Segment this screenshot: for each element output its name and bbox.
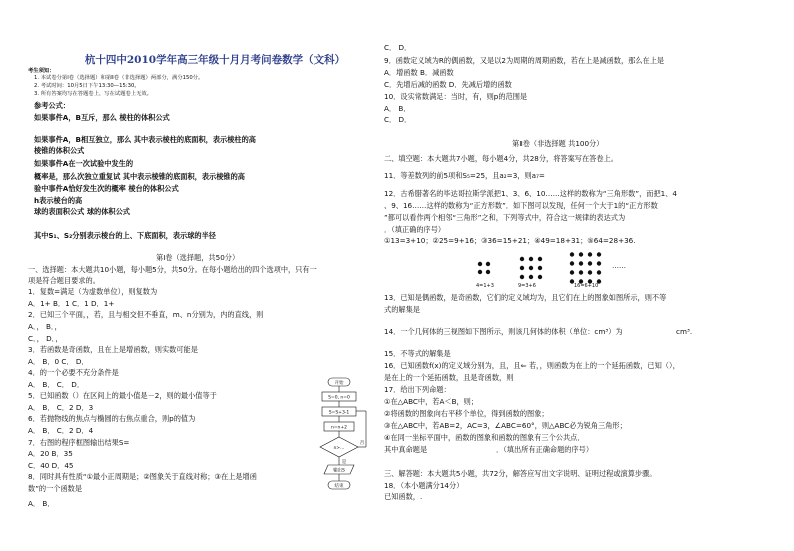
- formula-line: 概率是，那么次独立重复试 其中表示棱锥的底面积，表示棱锥的高: [34, 172, 245, 181]
- section1-heading: 一、选择题：本大题共10小题，每小题5分，共50分。在每小题给出的四个选项中，只有一: [28, 265, 317, 274]
- unit-tail: cm³.: [676, 327, 693, 336]
- notice-head: 考生须知：: [28, 68, 55, 74]
- question-line: C．40 D．45: [28, 461, 74, 470]
- dot: [597, 252, 601, 256]
- fill-line: ”都可以看作两个相邻“三角形”之和，下列等式中，符合这一规律的表达式为: [384, 213, 626, 222]
- dot: [529, 257, 533, 261]
- fill-line: ①在△ABC中，若A＜B，则；: [384, 397, 479, 406]
- fill-line: 12．古希腊著名的毕达哥拉斯学派把1、3、6、10……这样的数称为“三角形数”，而把1、4: [384, 189, 677, 198]
- fill-line: 是在上的一个延拓函数，且是奇函数，则: [384, 373, 514, 382]
- formula-line: 如果事件A，B相互独立，那么 其中表示棱柱的底面积，表示棱柱的高: [34, 135, 256, 144]
- fill-line: ③在△ABC中，若AB=2，AC=3，∠ABC=60°，则△ABC必为锐角三角形；: [384, 421, 627, 430]
- question-line: A． B． C．2 D．3: [28, 403, 94, 412]
- question-line: 6．若抛物线的焦点与椭圆的右焦点重合，则p的值为: [28, 414, 196, 423]
- flow-init-label: S=0, n=0: [328, 395, 350, 401]
- caption-9: 9=3+6: [518, 283, 536, 289]
- section1-heading-cont: 项是符合题目要求的。: [28, 276, 100, 285]
- dot: [538, 266, 542, 270]
- caption-16: 16=6+10: [574, 283, 599, 289]
- ellipsis: ……: [612, 262, 626, 270]
- dot: [486, 270, 490, 274]
- question-line: A．20 B．35: [28, 449, 73, 458]
- fill-line: 15．不等式的解集是: [384, 349, 451, 358]
- fill-line: 17．给出下列命题：: [384, 385, 451, 394]
- program-flowchart: [308, 377, 374, 532]
- formula-line: 棱锥的体积公式: [34, 146, 85, 155]
- flow-end-label: 结束: [334, 484, 344, 489]
- notice-1: 1. 本试卷分第Ⅰ卷（选择题）和第Ⅱ卷（非选择题）两部分，满分150分。: [34, 75, 204, 81]
- fill-line: 16．已知函数f(x)的定义域分别为，且，且⇐ 若，，则函数为在上的一个延拓函数，已知（），: [384, 361, 680, 370]
- flow-sum-label: S=S+3-1: [328, 410, 350, 416]
- formula-line: h表示棱台的高: [34, 196, 83, 205]
- question-18-heading: 18．（本小题满分14分）: [384, 481, 464, 490]
- question-line: 2．已知三个平面，，若，且与相交但不垂直，m、n分别为，内的直线，则: [28, 310, 264, 319]
- dot: [478, 262, 482, 266]
- dot: [520, 257, 524, 261]
- flow-output-label: 输出S: [333, 468, 345, 474]
- dot: [597, 261, 601, 265]
- section3-heading: 三、解答题：本大题共5小题，共72分，解答应写出文字说明、证明过程或演算步骤。: [384, 469, 657, 478]
- dot: [529, 275, 533, 279]
- dot: [588, 261, 592, 265]
- dot: [486, 262, 490, 266]
- question-line: A． B． C． D．: [28, 380, 85, 389]
- part2-heading: 第Ⅱ卷（非选择题 共100分）: [512, 139, 604, 148]
- question-line: 数”的一个函数是: [28, 484, 83, 493]
- fill-line: ②将函数的图象向右平移个单位，得到函数的图象；: [384, 409, 549, 418]
- question-line: 8．同时具有性质“①最小正周期是；②图象关于直线对称；③在上是增函: [28, 472, 257, 481]
- flow-start-label: 开始: [334, 381, 344, 386]
- fill-line: ①13=3+10；②25=9+16；③36=15+21；④49=18+31；⑤64=28+36.: [384, 236, 636, 245]
- question-line: C． D．: [384, 115, 412, 124]
- dot: [588, 252, 592, 256]
- caption-4: 4=1+3: [476, 283, 494, 289]
- question-line: 4．的一个必要不充分条件是: [28, 368, 119, 377]
- fill-line: ．（填正确的序号）: [384, 225, 446, 234]
- flow-no-label: 否: [359, 441, 365, 446]
- question-line: A．， B．，: [28, 322, 62, 331]
- dot: [538, 275, 542, 279]
- notice-3: 3. 所有答案均写在答题卷上，写在试题卷上无效。: [34, 91, 152, 97]
- question-line: 7．右图的程序框图输出结果S=: [28, 438, 130, 447]
- flow-step-label: n=n+2: [330, 425, 348, 431]
- dot: [529, 266, 533, 270]
- dot: [520, 275, 524, 279]
- dot: [579, 270, 583, 274]
- question-line: 9．函数定义域为R的偶函数，又是以2为周期的周期函数，若在上是减函数，那么在上是: [384, 56, 665, 65]
- question-line: A． B． C．2 D．4: [28, 426, 94, 435]
- page-title: 杭十四中2010学年高三年级十月月考问卷数学（文科）: [84, 54, 346, 66]
- dot: [570, 270, 574, 274]
- dot: [538, 257, 542, 261]
- question-line: A． B．0 C． D．: [28, 357, 89, 366]
- question-line: C．先增后减的函数 D．先减后增的函数: [384, 80, 512, 89]
- part1-heading: 第Ⅰ卷（选择题，共50分）: [156, 253, 240, 262]
- formula-head: 参考公式：: [34, 101, 70, 110]
- question-line: A．1+ B．1 C．1 D．1+: [28, 299, 115, 308]
- dot: [579, 252, 583, 256]
- dot: [570, 261, 574, 265]
- question-line: C．， D．，: [28, 334, 63, 343]
- question-line: A． B．: [28, 499, 55, 508]
- dot: [520, 266, 524, 270]
- fill-line: ④在同一坐标平面中，函数的图象和函数的图象有三个公共点．: [384, 433, 585, 442]
- dot: [579, 261, 583, 265]
- fill-line: 其中真命题是: [384, 445, 428, 454]
- flow-cond-label: n>…: [333, 446, 345, 451]
- fill-line: 13．已知是偶函数，是奇函数，它们的定义域均为，且它们在上的图象如图所示，则不等: [384, 293, 667, 302]
- dot: [570, 252, 574, 256]
- dot: [597, 270, 601, 274]
- formula-line: 如果事件A在一次试验中发生的: [34, 159, 134, 168]
- question-line: C． D．: [384, 43, 412, 52]
- question-line: A． B．: [384, 104, 411, 113]
- fill-line: 14．一个几何体的三视图如下图所示，则该几何体的体积（单位：cm³）为: [384, 327, 623, 336]
- question-line: 5．已知函数（）在区间上的最小值是－2，则的最小值等于: [28, 391, 217, 400]
- formula-line: 其中S₁、S₂分别表示棱台的上、下底面积，表示球的半径: [34, 231, 216, 240]
- question-line: 1．复数=满足（为虚数单位），则复数为: [28, 287, 158, 296]
- question-line: A．增函数 B．减函数: [384, 68, 454, 77]
- dot: [588, 270, 592, 274]
- fill-line-tail: ．（填出所有正确命题的序号）: [496, 445, 594, 454]
- question-line: 10．设实常数满足：当时，有，则p的范围是: [384, 92, 528, 101]
- formula-line: 如果事件A，B互斥，那么 棱柱的体积公式: [34, 113, 170, 122]
- fill-line: 式的解集是: [384, 305, 420, 314]
- dot: [478, 270, 482, 274]
- notice-2: 2. 考试时间：10月5日下午13:30—15:30。: [34, 83, 140, 89]
- fill-line: 、9、16……这样的数称为“正方形数”．如下图可以发现，任何一个大于1的“正方形数: [384, 201, 658, 210]
- formula-line: 验中事件A恰好发生次的概率 棱台的体积公式: [34, 184, 179, 193]
- flow-yes-label: 是: [341, 460, 347, 465]
- section2-heading: 二、填空题：本大题共7小题，每小题4分，共28分，将答案写在答卷上。: [384, 154, 618, 163]
- formula-line: 球的表面积公式 球的体积公式: [34, 207, 130, 216]
- question-18-text: 已知函数，.: [384, 492, 423, 501]
- fill-line: 11．等差数列的前5项和S₅=25，且a₂=3，则a₇=: [384, 171, 545, 180]
- question-line: 3．若函数是奇函数，且在上是增函数，则实数可能是: [28, 345, 198, 354]
